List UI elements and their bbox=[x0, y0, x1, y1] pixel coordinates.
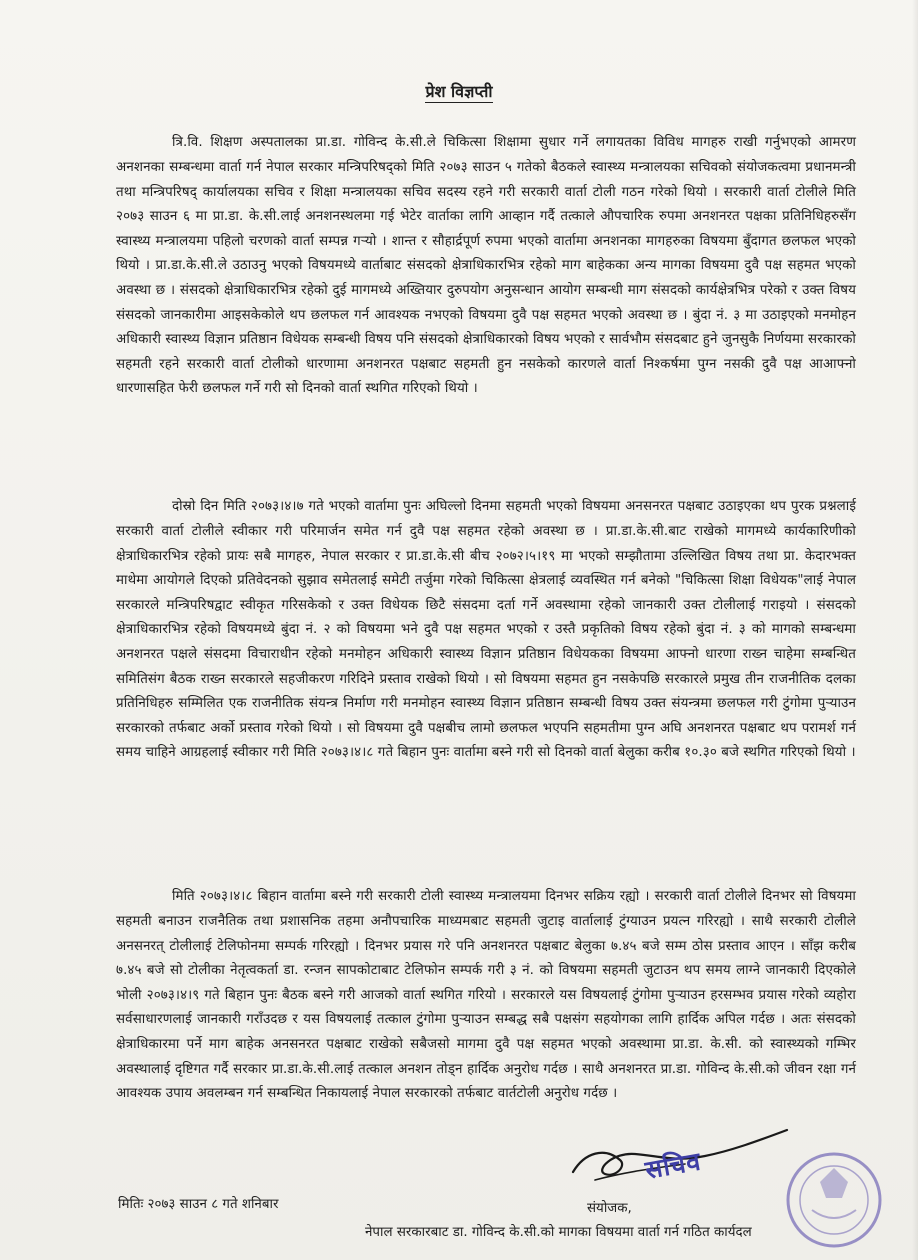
scan-shadow-edge bbox=[912, 0, 918, 1260]
official-seal bbox=[772, 1138, 882, 1260]
convenor-label: संयोजक, bbox=[587, 1201, 632, 1216]
press-release-title: प्रेश विज्ञप्ती bbox=[425, 82, 493, 101]
secretary-stamp: सचिव bbox=[642, 1146, 704, 1185]
paragraph-3: मिति २०७३।४।८ बिहान वार्तामा बस्ने गरी सरकारी टोली स्वास्थ्य मन्त्रालयमा दिनभर सक्रिय रह्यो । सरकारी वार्ता टोलीले दिनभर सो विषयमा सहमती बनाउन राजनैतिक तथा प्रशासनिक तहमा अनौपचारिक माध्यमबाट सहमती जुटाइ वार्तालाई टुंग्याउन प्रयत्न गरिरह्यो । साथै सरकारी टोलीले अनसनरत् टोलीलाई टेलिफोनमा सम्पर्क गरिरह्यो । दिनभर प्रयास गरे पनि अनशनरत पक्षबाट बेलुका ७.४५ बजे सम्म ठोस प्रस्ताव आएन । साँझ करीब ७.४५ बजे सो टोलीका नेतृत्वकर्ता डा. रन्जन सापकोटाबाट टेलिफोन सम्पर्क गरी ३ नं. को विषयमा सहमती जुटाउन थप समय लाग्ने जानकारी दिएकोले भोली २०७३।४।९ गते बिहान पुनः बैठक बस्ने गरी आजको वार्ता स्थगित गरियो । सरकारले यस विषयलाई टुंगोमा पुऱ्याउन हरसम्भव प्रयास गरेको व्यहोरा सर्वसाधारणलाई जानकारी गराँउदछ र यस विषयलाई तत्काल टुंगोमा पुऱ्याउन सम्बद्ध सबै पक्षसंग सहयोगका लागि हार्दिक अपिल गर्दछ । अतः संसदको क्षेत्राधिकारमा पर्ने माग बाहेक अनसनरत पक्षबाट राखेको सबैजसो मागमा दुवै पक्ष सहमत भएको अवस्थामा प्रा.डा. के.सी. को स्वास्थ्यको गम्भिर अवस्थालाई दृष्टिगत गर्दै सरकार प्रा.डा.के.सी.लाई तत्काल अनशन तोड्न हार्दिक अनुरोध गर्दछ । साथै अनशनरत प्रा.डा. गोविन्द के.सी.को जीवन रक्षा गर्न आवश्यक उपाय अवलम्बन गर्न सम्बन्धित निकायलाई नेपाल सरकारको तर्फबाट वार्तटोली अनुरोध गर्दछ । bbox=[116, 889, 856, 1102]
paragraph-2: दोस्रो दिन मिति २०७३।४।७ गते भएको वार्तामा पुनः अघिल्लो दिनमा सहमती भएको विषयमा अनसनरत पक्षबाट उठाइएका थप पुरक प्रश्नलाई सरकारी वार्ता टोलीले स्वीकार गरी परिमार्जन समेत गर्न दुवै पक्ष सहमत रहेको अवस्था छ । प्रा.डा.के.सी.बाट राखेको मागमध्ये कार्यकारिणीको क्षेत्राधिकारभित्र रहेको प्रायः सबै मागहरु, नेपाल सरकार र प्रा.डा.के.सी बीच २०७२।५।१९ मा भएको सम्झौतामा उल्लिखित विषय तथा प्रा. केदारभक्त माथेमा आयोगले दिएको प्रतिवेदनको सुझाव समेतलाई समेटी तर्जुमा गरेको चिकित्सा क्षेत्रलाई व्यवस्थित गर्न बनेको "चिकित्सा शिक्षा विधेयक"लाई नेपाल सरकारले मन्त्रिपरिषद्वाट स्वीकृत गरिसकेको र उक्त विधेयक छिटै संसदमा दर्ता गर्ने अवस्थामा रहेको जानकारी उक्त टोलीलाई गराइयो । संसदको क्षेत्राधिकारभित्र रहेको विषयमध्ये बुंदा नं. २ को विषयमा भने दुवै पक्ष सहमत भएको र उस्तै प्रकृतिको विषय रहेको बुंदा नं. ३ को मागको सम्बन्धमा अनशनरत पक्षले संसदमा विचाराधीन रहेको मनमोहन अधिकारी स्वास्थ्य विज्ञान प्रतिष्ठान विधेयकका विषयमा आफ्नो धारणा राख्न चाहेमा सम्बन्धित समितिसंग बैठक राख्न सरकारले सहजीकरण गरिदिने प्रस्ताव राखेको थियो । सो विषयमा सहमत हुन नसकेपछि सरकारले प्रमुख तीन राजनीतिक दलका प्रतिनिधिहरु सम्मिलित एक राजनीतिक संयन्त्र निर्माण गरी मनमोहन स्वास्थ्य विज्ञान प्रतिष्ठान सम्बन्धी विषय उक्त संयन्त्रमा छलफल गरी टुंगोमा पुर्‍याउन सरकारको तर्फबाट अर्को प्रस्ताव गरेको थियो । सो विषयमा दुवै पक्षबीच लामो छलफल भएपनि सहमतीमा पुग्न अघि अनशनरत पक्षबाट थप परामर्श गर्न समय चाहिने आग्रहलाई स्वीकार गरी मिति २०७३।४।८ गते बिहान पुनः वार्तामा बस्ने गरी सो दिनको वार्ता बेलुका करीब १०.३० बजे स्थगित गरिएको थियो । bbox=[116, 499, 856, 761]
release-date: मितिः २०७३ साउन ८ गते शनिबार bbox=[118, 1197, 279, 1212]
committee-name: नेपाल सरकारबाट डा. गोविन्द के.सी.को मागका विषयमा वार्ता गर्न गठित कार्यदल bbox=[365, 1225, 752, 1240]
paragraph-1: त्रि.वि. शिक्षण अस्पतालका प्रा.डा. गोविन्द के.सी.ले चिकित्सा शिक्षामा सुधार गर्ने लगायतका विविध मागहरु राखी गर्नुभएको आमरण अनशनका सम्बन्धमा वार्ता गर्न नेपाल सरकार मन्त्रिपरिषद्को मिति २०७३ साउन ५ गतेको बैठकले स्वास्थ्य मन्त्रालयका सचिवको संयोजकत्वमा प्रधानमन्त्री तथा मन्त्रिपरिषद् कार्यालयका सचिव र शिक्षा मन्त्रालयका सचिव सदस्य रहने गरी सरकारी वार्ता टोली गठन गरेको थियो । सरकारी वार्ता टोलीले मिति २०७३ साउन ६ मा प्रा.डा. के.सी.लाई अनशनस्थलमा गई भेटेर वार्ताका लागि आव्हान गर्दै तत्काले औपचारिक रुपमा अनशनरत पक्षका प्रतिनिधिहरुसँग स्वास्थ्य मन्त्रालयमा पहिलो चरणको वार्ता सम्पन्न गर्‍यो । शान्त र सौहार्द्रपूर्ण रुपमा भएको वार्तामा अनशनका मागहरुका विषयमा बुँदागत छलफल भएको थियो । प्रा.डा.के.सी.ले उठाउनु भएको विषयमध्ये वार्ताबाट संसदको क्षेत्राधिकारभित्र रहेको माग बाहेकका अन्य मागका विषयमा दुवै पक्ष सहमत भएको अवस्था छ । संसदको क्षेत्राधिकारभित्र रहेको दुई मागमध्ये अख्तियार दुरुपयोग अनुसन्धान आयोग सम्बन्धी माग संसदको कार्यक्षेत्रभित्र परेको र उक्त विषय संसदको जानकारीमा आइसकेकोले थप छलफल गर्न आवश्यक नभएको विषयमा दुवै पक्ष सहमत भएको अवस्था छ । बुंदा नं. ३ मा उठाइएको मनमोहन अधिकारी स्वास्थ्य विज्ञान प्रतिष्ठान विधेयक सम्बन्धी विषय पनि संसदको क्षेत्राधिकारको विषय भएको र सार्वभौम संसदबाट हुने जुनसुकै निर्णयमा सरकारको सहमती रहने सरकारी वार्ता टोलीको धारणामा अनशनरत पक्षबाट सहमती हुन नसकेको कारणले वार्ता निश्कर्षमा पुग्न नसकी दुवै पक्ष आआफ्नो धारणासहित फेरी छलफल गर्ने गरी सो दिनको वार्ता स्थगित गरिएको थियो । bbox=[116, 135, 856, 397]
